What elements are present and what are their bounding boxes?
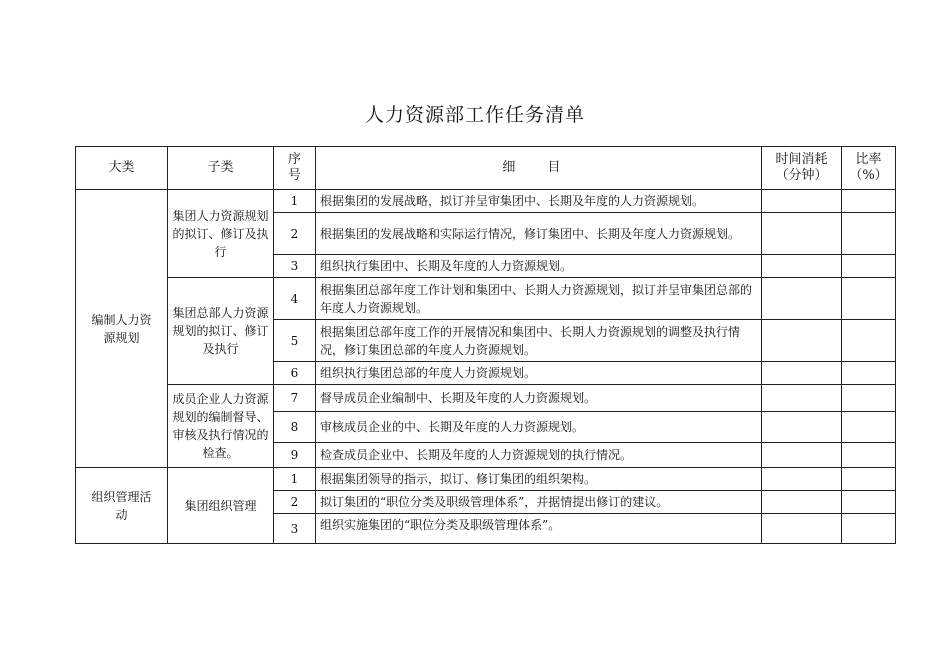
header-detail: 细 目: [316, 147, 762, 190]
time-cell: [762, 468, 842, 491]
ratio-cell: [842, 190, 896, 213]
task-detail: 根据集团领导的指示，拟订、修订集团的组织架构。: [316, 468, 762, 491]
time-cell: [762, 255, 842, 278]
task-detail: 拟订集团的“职位分类及职级管理体系”，并据情提出修订的建议。: [316, 491, 762, 514]
time-cell: [762, 514, 842, 544]
time-cell: [762, 190, 842, 213]
ratio-cell: [842, 320, 896, 362]
category-label: 编制人力资源规划: [91, 312, 152, 345]
table-row: [76, 385, 896, 412]
ratio-cell: [842, 468, 896, 491]
ratio-cell: [842, 255, 896, 278]
header-category: 大类: [76, 147, 168, 190]
task-number: 7: [274, 385, 316, 412]
task-number: 1: [274, 468, 316, 491]
table-row: [76, 468, 896, 491]
category-label: 组织管理活动: [91, 489, 152, 522]
task-table: [75, 146, 896, 544]
task-number: 2: [274, 213, 316, 255]
ratio-cell: [842, 278, 896, 320]
task-number: 5: [274, 320, 316, 362]
task-number: 4: [274, 278, 316, 320]
subcategory-label: 集团总部人力资源规划的拟订、修订及执行: [172, 306, 269, 356]
time-cell: [762, 385, 842, 412]
task-number: 3: [274, 514, 316, 544]
task-number: 9: [274, 443, 316, 468]
subcategory-label: 成员企业人力资源规划的编制督导、审核及执行情况的检查。: [172, 392, 269, 460]
task-detail: 检查成员企业中、长期及年度的人力资源规划的执行情况。: [316, 443, 762, 468]
time-cell: [762, 412, 842, 443]
header-time: 时间消耗（分钟）: [762, 147, 842, 190]
subcategory-cell: [168, 190, 274, 278]
time-cell: [762, 491, 842, 514]
page-title: 人力资源部工作任务清单: [364, 104, 585, 126]
header-number: [274, 147, 316, 190]
task-number: 8: [274, 412, 316, 443]
table-row: [76, 190, 896, 213]
ratio-cell: [842, 412, 896, 443]
task-detail: 根据集团总部年度工作的开展情况和集团中、长期人力资源规划的调整及执行情况，修订集团总部的年度人力资源规划。: [316, 320, 762, 362]
task-detail: 组织执行集团总部的年度人力资源规划。: [316, 362, 762, 385]
ratio-cell: [842, 514, 896, 544]
table-row: [76, 278, 896, 320]
subcategory-cell: 集团组织管理: [168, 468, 274, 544]
task-detail: 根据集团的发展战略和实际运行情况，修订集团中、长期及年度人力资源规划。: [316, 213, 762, 255]
category-cell: [76, 190, 168, 468]
time-cell: [762, 443, 842, 468]
header-subcategory: 子类: [168, 147, 274, 190]
ratio-cell: [842, 443, 896, 468]
ratio-cell: [842, 213, 896, 255]
time-cell: [762, 213, 842, 255]
task-number: 1: [274, 190, 316, 213]
ratio-cell: [842, 362, 896, 385]
time-cell: [762, 362, 842, 385]
task-detail: 根据集团的发展战略，拟订并呈审集团中、长期及年度的人力资源规划。: [316, 190, 762, 213]
subcategory-cell: [168, 278, 274, 385]
ratio-cell: [842, 491, 896, 514]
category-cell: [76, 468, 168, 544]
header-number-label: 序号: [288, 152, 302, 183]
task-detail: 组织实施集团的“职位分类及职级管理体系”。: [316, 514, 762, 544]
task-detail: 根据集团总部年度工作计划和集团中、长期人力资源规划，拟订并呈审集团总部的年度人力资源规划。: [316, 278, 762, 320]
subcategory-label: 集团人力资源规划的拟订、修订及执行: [172, 208, 269, 259]
task-number: 2: [274, 491, 316, 514]
header-ratio: 比率（%）: [842, 147, 896, 190]
task-detail: 组织执行集团中、长期及年度的人力资源规划。: [316, 255, 762, 278]
time-cell: [762, 320, 842, 362]
task-number: 3: [274, 255, 316, 278]
task-detail: 督导成员企业编制中、长期及年度的人力资源规划。: [316, 385, 762, 412]
time-cell: [762, 278, 842, 320]
task-number: 6: [274, 362, 316, 385]
ratio-cell: [842, 385, 896, 412]
subcategory-cell: [168, 385, 274, 468]
task-detail: 审核成员企业的中、长期及年度的人力资源规划。: [316, 412, 762, 443]
header-row: [76, 147, 896, 190]
